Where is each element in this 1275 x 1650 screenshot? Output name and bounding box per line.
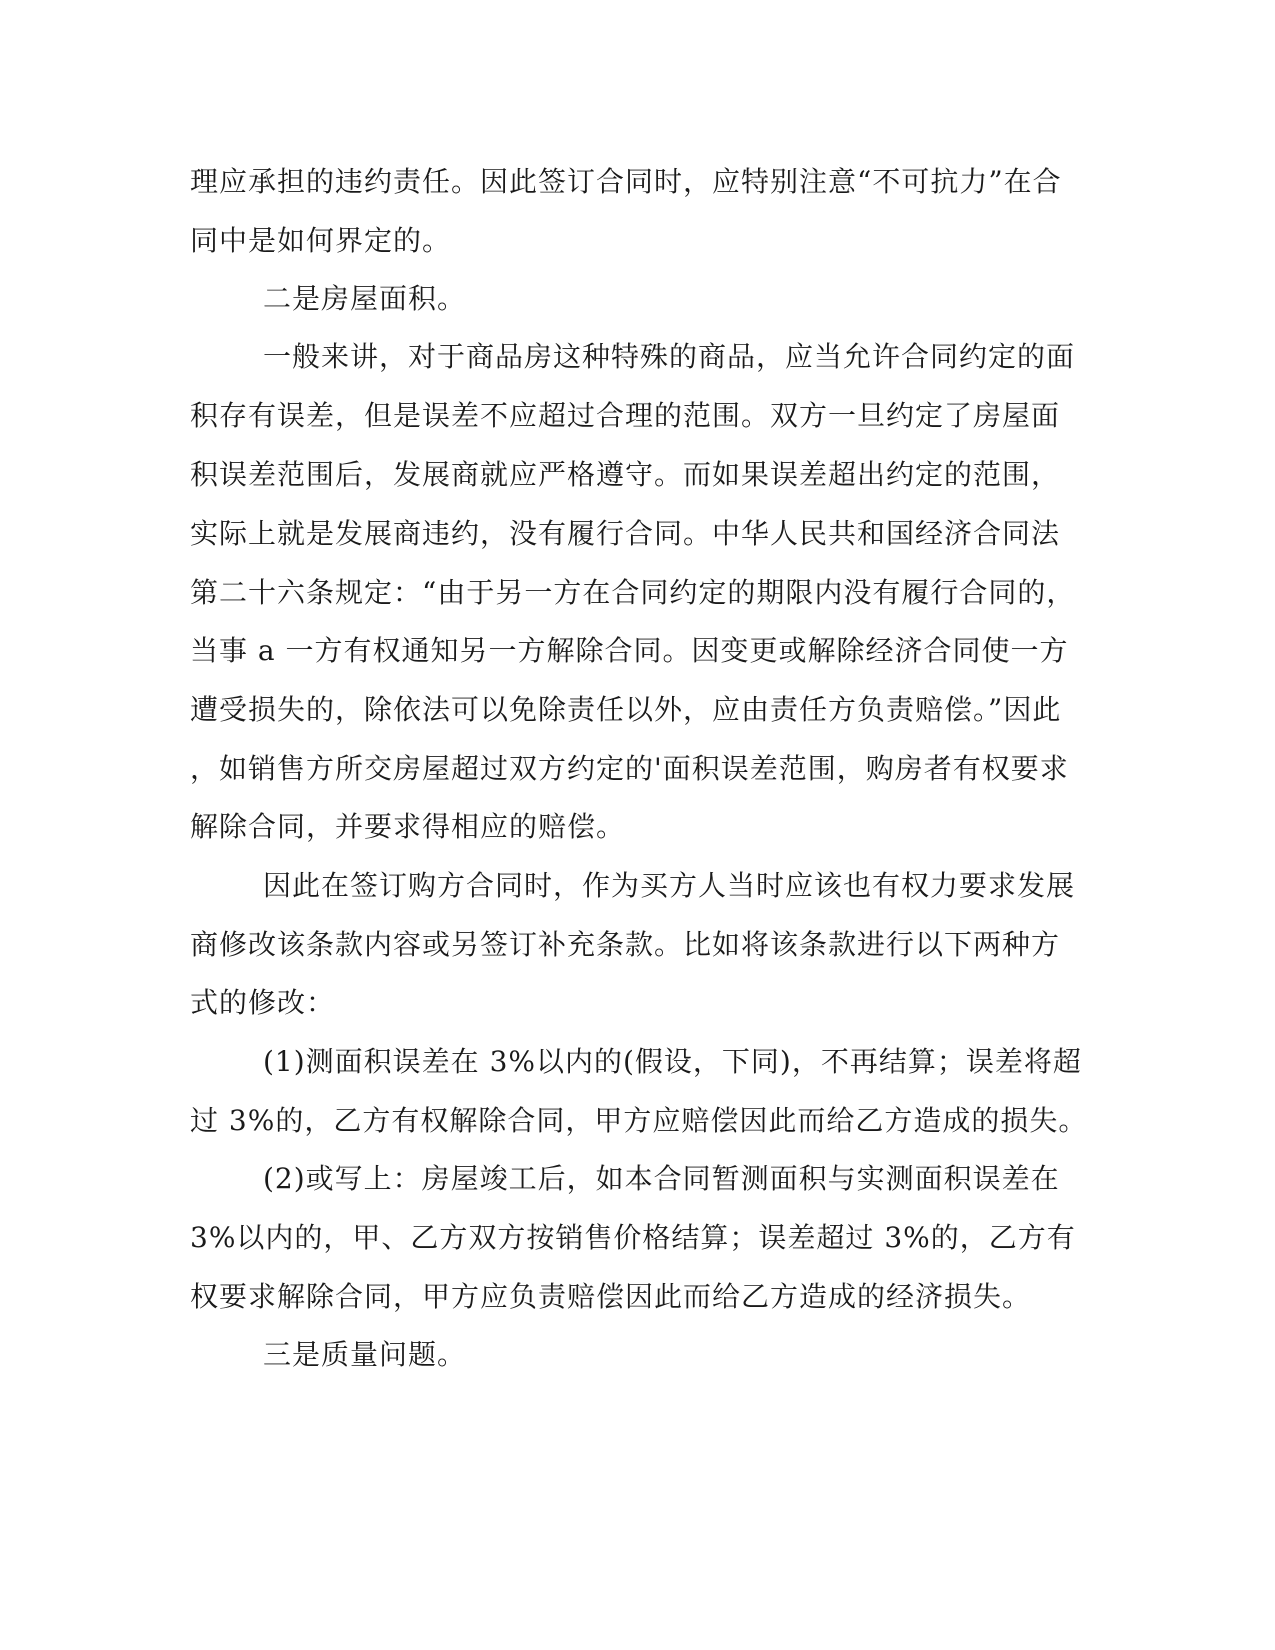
text-line: 3%以内的，甲、乙方双方按销售价格结算；误差超过 3%的，乙方有 (190, 1221, 1076, 1254)
text-line: ，如销售方所交房屋超过双方约定的'面积误差范围，购房者有权要求 (190, 752, 1069, 785)
text-line: 第二十六条规定：“由于另一方在合同约定的期限内没有履行合同的， (190, 576, 1076, 609)
text-line: (2)或写上：房屋竣工后，如本合同暂测面积与实测面积误差在 (263, 1162, 1060, 1195)
text-line: 当事 a 一方有权通知另一方解除合同。因变更或解除经济合同使一方 (190, 634, 1069, 667)
text-line: 同中是如何界定的。 (190, 224, 452, 257)
text-line: 遭受损失的，除依法可以免除责任以外，应由责任方负责赔偿。”因此 (190, 693, 1062, 726)
text-line: 一般来讲，对于商品房这种特殊的商品，应当允许合同约定的面 (263, 340, 1076, 373)
text-line: 积存有误差，但是误差不应超过合理的范围。双方一旦约定了房屋面 (190, 399, 1061, 432)
text-line: 实际上就是发展商违约，没有履行合同。中华人民共和国经济合同法 (190, 517, 1061, 550)
section-heading: 二是房屋面积。 (263, 282, 467, 315)
text-line: 过 3%的，乙方有权解除合同，甲方应赔偿因此而给乙方造成的损失。 (190, 1104, 1088, 1137)
text-line: 解除合同，并要求得相应的赔偿。 (190, 810, 626, 843)
text-line: 理应承担的违约责任。因此签订合同时，应特别注意“不可抗力”在合 (190, 165, 1062, 198)
text-line: 因此在签订购方合同时，作为买方人当时应该也有权力要求发展 (263, 869, 1076, 902)
text-line: 式的修改： (190, 986, 336, 1019)
section-heading: 三是质量问题。 (263, 1338, 467, 1371)
text-line: 商修改该条款内容或另签订补充条款。比如将该条款进行以下两种方 (190, 928, 1061, 961)
text-line: (1)测面积误差在 3%以内的(假设，下同)，不再结算；误差将超 (263, 1045, 1082, 1078)
text-line: 权要求解除合同，甲方应负责赔偿因此而给乙方造成的经济损失。 (190, 1280, 1032, 1313)
text-line: 积误差范围后，发展商就应严格遵守。而如果误差超出约定的范围， (190, 458, 1061, 491)
